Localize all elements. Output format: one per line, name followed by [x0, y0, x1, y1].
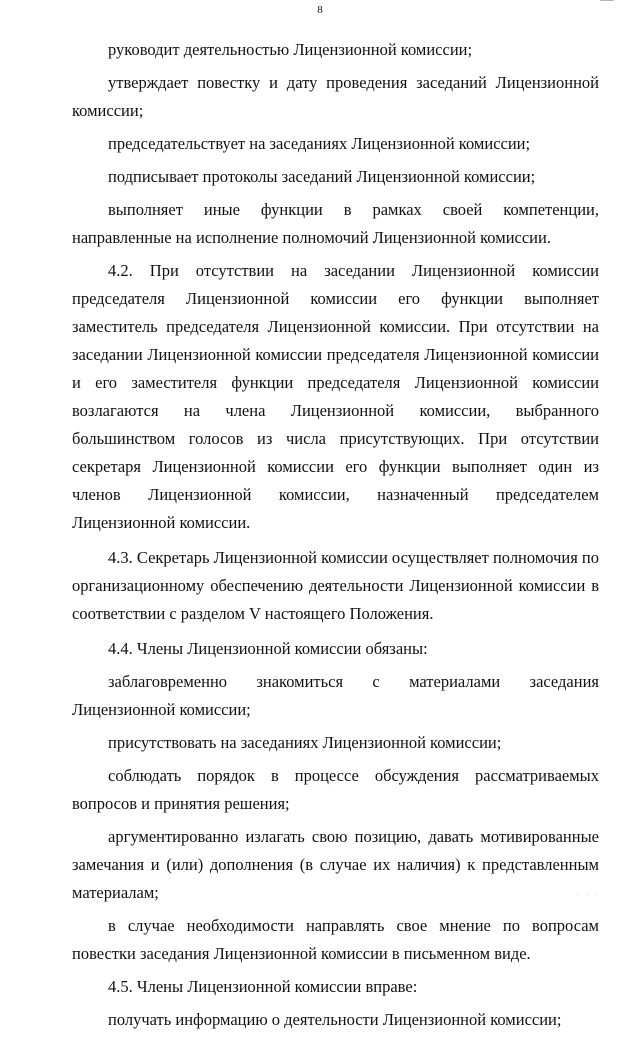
- scan-artifact-mark: · · ·: [576, 889, 600, 899]
- paragraph: аргументированно излагать свою позицию, давать мотивированные замечания и (или) дополнения (в случае их наличия) к представленным материалам;: [72, 827, 599, 902]
- paragraph: 4.5. Члены Лицензионной комиссии вправе:: [108, 977, 418, 996]
- paragraph: 4.2. При отсутствии на заседании Лицензионной комиссии председателя Лицензионной комиссии его функции выполняет заместитель председателя Лицензионной комиссии. При отсутствии на заседании Лицензионной комиссии председателя Лицензионной комиссии и его заместителя функции председателя Лицензионной комиссии возлагаются на члена Лицензионной комиссии, выбранного большинством голосов из числа присутствующих. При отсутствии секретаря Лицензионной комиссии его функции выполняет один из членов Лицензионной комиссии, назначенный председателем Лицензионной комиссии.: [72, 261, 599, 532]
- paragraph: подписывает протоколы заседаний Лицензионной комиссии;: [108, 167, 536, 186]
- paragraph: получать информацию о деятельности Лицензионной комиссии;: [108, 1010, 562, 1029]
- paragraph: 4.3. Секретарь Лицензионной комиссии осуществляет полномочия по организационному обеспечению деятельности Лицензионной комиссии в соответствии с разделом V настоящего Положения.: [72, 548, 600, 623]
- paragraph: руководит деятельностью Лицензионной комиссии;: [108, 40, 473, 59]
- paragraph: соблюдать порядок в процессе обсуждения рассматриваемых вопросов и принятия решения;: [72, 766, 599, 813]
- paragraph: утверждает повестку и дату проведения заседаний Лицензионной комиссии;: [72, 73, 599, 120]
- paragraph: присутствовать на заседаниях Лицензионной комиссии;: [108, 733, 502, 752]
- paragraph: выполняет иные функции в рамках своей компетенции, направленные на исполнение полномочий Лицензионной комиссии.: [72, 200, 599, 247]
- page-number: 8: [317, 4, 323, 16]
- document-body: [72, 36, 599, 1039]
- paragraph: 4.4. Члены Лицензионной комиссии обязаны:: [108, 639, 428, 658]
- paragraph: заблаговременно знакомиться с материалами заседания Лицензионной комиссии;: [72, 672, 599, 719]
- paragraph: в случае необходимости направлять свое мнение по вопросам повестки заседания Лицензионной комиссии в письменном виде.: [72, 916, 599, 963]
- paragraph: председательствует на заседаниях Лицензионной комиссии;: [108, 134, 531, 153]
- scan-corner-mark: [600, 0, 614, 1]
